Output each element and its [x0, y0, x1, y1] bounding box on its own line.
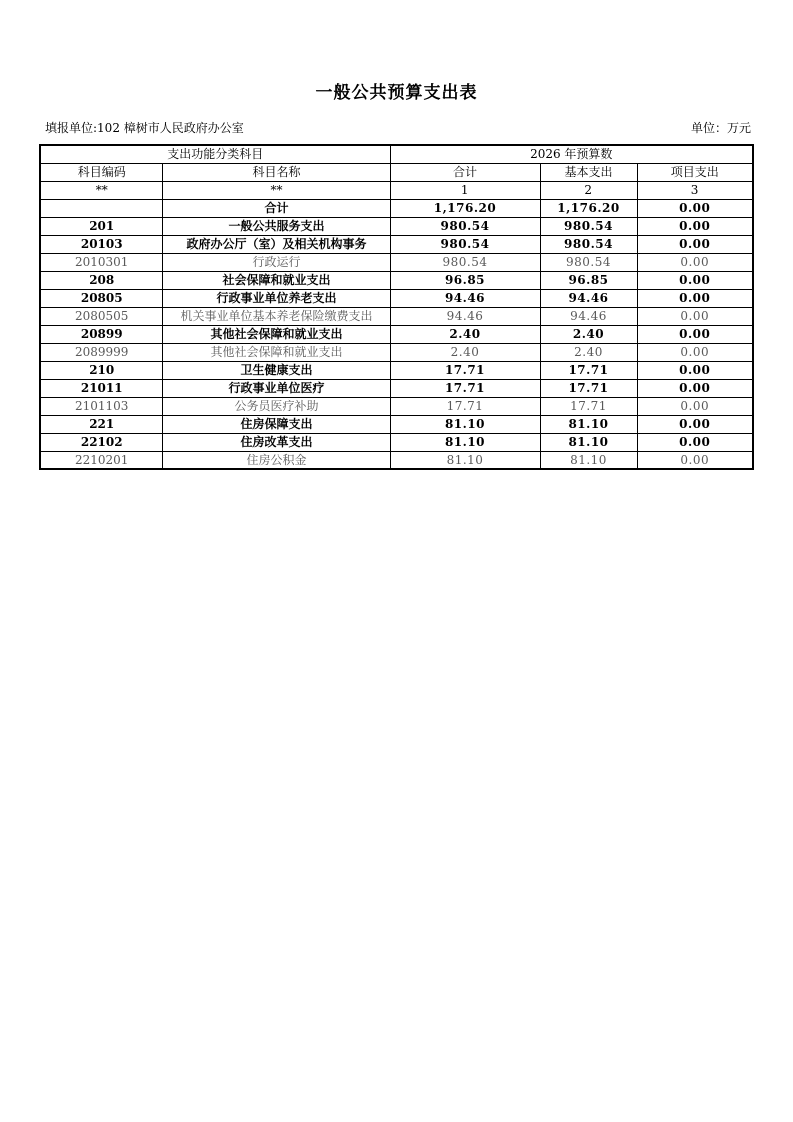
project-expenditure-cell: 0.00 [637, 433, 753, 451]
unit-label: 单位：万元 [690, 121, 751, 135]
subject-code-cell: 22102 [40, 433, 163, 451]
sub-header-row [40, 181, 753, 199]
basic-expenditure-cell: 17.71 [540, 361, 637, 379]
total-cell: 17.71 [390, 397, 540, 415]
basic-expenditure-cell: 94.46 [540, 307, 637, 325]
subject-name-cell: 住房保障支出 [163, 415, 390, 433]
project-expenditure-cell: 0.00 [637, 325, 753, 343]
basic-expenditure-cell: 81.10 [540, 451, 637, 469]
basic-expenditure-cell: 81.10 [540, 415, 637, 433]
report-unit-label: 填报单位:102 樟树市人民政府办公室 [45, 121, 244, 135]
project-expenditure-cell: 0.00 [637, 451, 753, 469]
subject-name-cell: 其他社会保障和就业支出 [163, 343, 390, 361]
project-expenditure-cell: 0.00 [637, 343, 753, 361]
total-cell: 81.10 [390, 415, 540, 433]
header-total: 合计 [390, 163, 540, 181]
table-row [40, 451, 753, 469]
header-subject-name: 科目名称 [163, 163, 390, 181]
table-row [40, 325, 753, 343]
project-expenditure-cell: 0.00 [637, 253, 753, 271]
total-cell: 94.46 [390, 289, 540, 307]
basic-expenditure-cell: 81.10 [540, 433, 637, 451]
subject-code-cell: 210 [40, 361, 163, 379]
subject-code-cell: 2089999 [40, 343, 163, 361]
project-expenditure-cell: 0.00 [637, 217, 753, 235]
meta-line [40, 119, 753, 136]
subject-name-cell: 公务员医疗补助 [163, 397, 390, 415]
subheader-basic-expenditure: 2 [540, 181, 637, 199]
subject-name-cell: 社会保障和就业支出 [163, 271, 390, 289]
table-row [40, 235, 753, 253]
subject-code-cell: 208 [40, 271, 163, 289]
total-cell: 81.10 [390, 451, 540, 469]
table-row [40, 397, 753, 415]
total-cell: 17.71 [390, 361, 540, 379]
table-row [40, 307, 753, 325]
total-cell: 980.54 [390, 253, 540, 271]
budget-table-head [40, 145, 753, 199]
subject-name-cell: 机关事业单位基本养老保险缴费支出 [163, 307, 390, 325]
subheader-subject-name: ** [163, 181, 390, 199]
subject-code-cell: 2080505 [40, 307, 163, 325]
total-cell: 96.85 [390, 271, 540, 289]
project-expenditure-cell: 0.00 [637, 289, 753, 307]
subject-code-cell [40, 199, 163, 217]
subject-code-cell: 2210201 [40, 451, 163, 469]
header-subject-code: 科目编码 [40, 163, 163, 181]
basic-expenditure-cell: 980.54 [540, 217, 637, 235]
subject-name-cell: 合计 [163, 199, 390, 217]
subject-code-cell: 20899 [40, 325, 163, 343]
subheader-subject-code: ** [40, 181, 163, 199]
total-cell: 81.10 [390, 433, 540, 451]
header-function-classification: 支出功能分类科目 [40, 145, 390, 163]
project-expenditure-cell: 0.00 [637, 199, 753, 217]
table-row [40, 361, 753, 379]
project-expenditure-cell: 0.00 [637, 307, 753, 325]
project-expenditure-cell: 0.00 [637, 415, 753, 433]
subject-code-cell: 2101103 [40, 397, 163, 415]
total-cell: 2.40 [390, 325, 540, 343]
subject-code-cell: 201 [40, 217, 163, 235]
basic-expenditure-cell: 980.54 [540, 235, 637, 253]
basic-expenditure-cell: 17.71 [540, 379, 637, 397]
header-budget-year: 2026 年预算数 [390, 145, 753, 163]
project-expenditure-cell: 0.00 [637, 235, 753, 253]
subject-name-cell: 行政事业单位养老支出 [163, 289, 390, 307]
basic-expenditure-cell: 96.85 [540, 271, 637, 289]
table-row [40, 379, 753, 397]
subject-name-cell: 卫生健康支出 [163, 361, 390, 379]
basic-expenditure-cell: 17.71 [540, 397, 637, 415]
total-cell: 1,176.20 [390, 199, 540, 217]
project-expenditure-cell: 0.00 [637, 397, 753, 415]
subject-name-cell: 住房公积金 [163, 451, 390, 469]
basic-expenditure-cell: 2.40 [540, 325, 637, 343]
subject-name-cell: 行政运行 [163, 253, 390, 271]
subject-name-cell: 其他社会保障和就业支出 [163, 325, 390, 343]
table-row [40, 199, 753, 217]
project-expenditure-cell: 0.00 [637, 361, 753, 379]
subject-name-cell: 住房改革支出 [163, 433, 390, 451]
basic-expenditure-cell: 2.40 [540, 343, 637, 361]
basic-expenditure-cell: 1,176.20 [540, 199, 637, 217]
header-basic-expenditure: 基本支出 [540, 163, 637, 181]
page-title: 一般公共预算支出表 [315, 83, 478, 103]
subject-name-cell: 一般公共服务支出 [163, 217, 390, 235]
budget-table [39, 144, 754, 470]
table-row [40, 271, 753, 289]
subject-code-cell: 221 [40, 415, 163, 433]
subject-code-cell: 21011 [40, 379, 163, 397]
total-cell: 980.54 [390, 235, 540, 253]
total-cell: 980.54 [390, 217, 540, 235]
project-expenditure-cell: 0.00 [637, 379, 753, 397]
subject-name-cell: 行政事业单位医疗 [163, 379, 390, 397]
subject-code-cell: 20805 [40, 289, 163, 307]
total-cell: 17.71 [390, 379, 540, 397]
basic-expenditure-cell: 94.46 [540, 289, 637, 307]
subject-code-cell: 20103 [40, 235, 163, 253]
budget-table-body [40, 199, 753, 469]
table-row [40, 433, 753, 451]
table-row [40, 253, 753, 271]
project-expenditure-cell: 0.00 [637, 271, 753, 289]
table-row [40, 217, 753, 235]
group-header-row [40, 145, 753, 163]
table-row [40, 343, 753, 361]
basic-expenditure-cell: 980.54 [540, 253, 637, 271]
subheader-total: 1 [390, 181, 540, 199]
column-header-row [40, 163, 753, 181]
subheader-project-expenditure: 3 [637, 181, 753, 199]
total-cell: 94.46 [390, 307, 540, 325]
subject-code-cell: 2010301 [40, 253, 163, 271]
header-project-expenditure: 项目支出 [637, 163, 753, 181]
table-row [40, 289, 753, 307]
total-cell: 2.40 [390, 343, 540, 361]
table-row [40, 415, 753, 433]
subject-name-cell: 政府办公厅（室）及相关机构事务 [163, 235, 390, 253]
